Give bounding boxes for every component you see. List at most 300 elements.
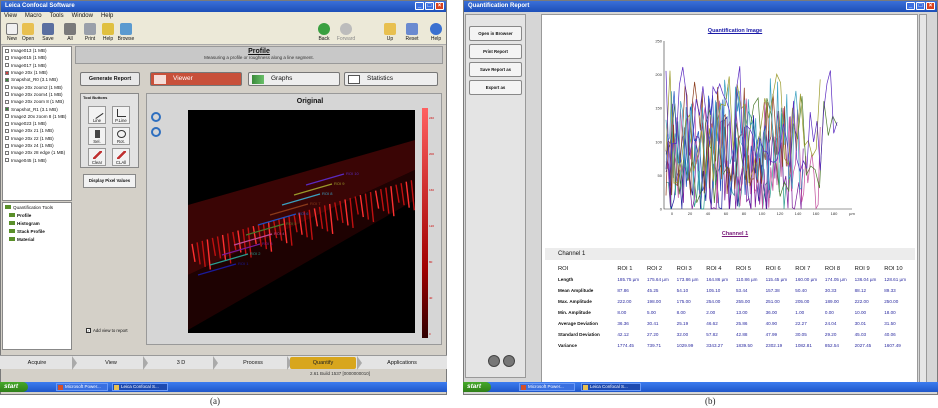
save-button[interactable] bbox=[37, 23, 59, 42]
start-button[interactable]: start bbox=[463, 382, 491, 392]
row-label: Average Deviation bbox=[558, 321, 598, 326]
table-row bbox=[556, 343, 912, 354]
file-name: Image 20x z1 (1 MB) bbox=[11, 128, 54, 134]
help-circle-icon bbox=[430, 23, 442, 35]
image-file-icon bbox=[5, 158, 9, 162]
chevron-right-icon bbox=[72, 356, 77, 370]
table-cell: 45.25 bbox=[646, 288, 659, 293]
start-button[interactable]: start bbox=[0, 382, 28, 392]
zoom-out-icon[interactable] bbox=[151, 127, 161, 137]
table-cell: 8.00 bbox=[617, 310, 627, 315]
new-label: New bbox=[6, 36, 17, 42]
table-cell: 5.00 bbox=[646, 310, 656, 315]
table-cell: 36.36 bbox=[617, 321, 629, 326]
save-all-button[interactable] bbox=[59, 23, 81, 42]
image-file-icon bbox=[5, 107, 9, 111]
table-header-cell: ROI 2 bbox=[646, 266, 663, 272]
checkbox[interactable]: ✓ bbox=[87, 328, 91, 333]
table-cell: 54.10 bbox=[676, 288, 689, 293]
tree-item-histogram[interactable] bbox=[3, 219, 71, 227]
file-list-item[interactable] bbox=[3, 54, 71, 61]
printer-icon bbox=[84, 23, 96, 35]
tab-statistics[interactable] bbox=[344, 72, 438, 86]
polyline-icon bbox=[117, 109, 126, 117]
tool-label: P.Line bbox=[115, 118, 127, 123]
caption-a: (a) bbox=[210, 396, 220, 406]
table-cell: 88.12 bbox=[854, 288, 867, 293]
taskbar-a bbox=[0, 382, 447, 392]
close-button[interactable]: × bbox=[926, 2, 935, 10]
y-tick-label: 100 bbox=[655, 139, 662, 145]
file-list-item[interactable] bbox=[3, 62, 71, 69]
table-header-cell: ROI 9 bbox=[854, 266, 870, 272]
table-cell: 47.99 bbox=[765, 332, 778, 337]
display-pixel-values-button[interactable]: Display Pixel Values bbox=[83, 174, 136, 188]
viewer-icon bbox=[154, 75, 166, 84]
table-cell: 254.00 bbox=[706, 299, 721, 304]
file-name: Image017 (1 MB) bbox=[11, 62, 47, 68]
maximize-button[interactable]: □ bbox=[916, 2, 925, 10]
scale-label: 160 bbox=[429, 188, 435, 192]
statistics-table bbox=[556, 266, 912, 354]
file-name: Image013 (1 MB) bbox=[11, 48, 47, 54]
app-icon bbox=[114, 385, 119, 390]
file-list-item[interactable] bbox=[3, 142, 71, 149]
scale-label: 0 bbox=[429, 332, 431, 336]
table-cell: 2302.19 bbox=[765, 343, 783, 348]
reset-button[interactable] bbox=[401, 23, 423, 42]
tool-label: Sel. bbox=[93, 139, 101, 144]
back-arrow-icon bbox=[318, 23, 330, 35]
image-file-icon bbox=[5, 78, 9, 82]
caption-b: (b) bbox=[705, 396, 716, 406]
roi-label: ROI 6 bbox=[298, 211, 309, 216]
tree-item-profile[interactable] bbox=[3, 211, 71, 219]
x-tick-label: 0 bbox=[670, 211, 674, 216]
x-tick-label: 100 bbox=[758, 211, 766, 216]
x-tick-label: 20 bbox=[687, 211, 693, 216]
taskbar-label: Microsoft Power... bbox=[528, 384, 564, 389]
nav-prev-button[interactable] bbox=[488, 355, 500, 367]
generate-report-button[interactable]: Generate Report bbox=[80, 72, 140, 86]
taskbar-item[interactable] bbox=[581, 383, 641, 391]
all-label: All bbox=[67, 36, 73, 42]
table-header-cell: ROI 10 bbox=[884, 266, 903, 272]
maximize-button[interactable]: □ bbox=[425, 2, 434, 10]
nav-applications[interactable]: Applications bbox=[387, 360, 417, 366]
nav-quantify[interactable]: Quantify bbox=[290, 357, 356, 369]
table-cell: 852.54 bbox=[824, 343, 839, 348]
table-cell: 57.82 bbox=[706, 332, 718, 337]
table-cell: 87.86 bbox=[617, 288, 629, 293]
print-report-button[interactable]: Print Report bbox=[469, 44, 522, 59]
roi-label: ROI 1 bbox=[238, 261, 249, 266]
minimize-button[interactable]: _ bbox=[906, 2, 915, 10]
x-tick-label: 120 bbox=[776, 211, 784, 216]
table-cell: 189.00 bbox=[824, 299, 839, 304]
table-cell: 185.75 µm bbox=[617, 277, 640, 282]
rotate-tool-button[interactable] bbox=[112, 127, 130, 145]
tree-item-material[interactable] bbox=[3, 235, 71, 243]
menu-view[interactable]: View bbox=[4, 13, 17, 19]
profile-header bbox=[75, 46, 443, 64]
file-list-item[interactable] bbox=[3, 91, 71, 98]
image-file-icon bbox=[5, 92, 9, 96]
save-label: Save bbox=[42, 36, 54, 42]
polyline-tool-button[interactable] bbox=[112, 106, 130, 124]
browse-icon bbox=[120, 23, 132, 35]
x-tick-label: 60 bbox=[723, 211, 729, 216]
table-cell: 739.71 bbox=[646, 343, 662, 348]
add-view-to-report[interactable] bbox=[86, 328, 128, 333]
file-list-item[interactable] bbox=[3, 113, 71, 120]
viewer-title: Original bbox=[296, 98, 324, 105]
window-title-bar bbox=[1, 1, 446, 12]
up-button[interactable] bbox=[379, 23, 401, 42]
file-name: Snapshot_R1 (3.1 MB) bbox=[11, 106, 58, 112]
image-file-icon bbox=[5, 151, 9, 155]
table-cell: 42.88 bbox=[735, 332, 748, 337]
taskbar-label: Leica Confocal S... bbox=[121, 384, 159, 389]
table-cell: 174.05 µm bbox=[824, 277, 847, 282]
pointer-icon bbox=[95, 130, 100, 138]
table-cell: 2027.45 bbox=[854, 343, 872, 348]
table-cell: 3343.27 bbox=[706, 343, 723, 348]
rotate-icon bbox=[117, 130, 126, 138]
table-cell: 205.00 bbox=[795, 299, 810, 304]
table-cell: 160.00 µm bbox=[795, 277, 818, 282]
image-file-icon bbox=[5, 129, 9, 133]
folder-icon bbox=[9, 237, 15, 241]
tool-label: Rot. bbox=[117, 139, 125, 144]
table-icon bbox=[348, 75, 360, 84]
file-list-item[interactable] bbox=[3, 135, 71, 142]
bottom-navigation bbox=[0, 355, 447, 369]
table-header-cell: ROI 1 bbox=[617, 266, 633, 272]
open-label: Open bbox=[21, 36, 35, 42]
tool-buttons-panel bbox=[80, 93, 139, 168]
table-cell: 110.86 µm bbox=[735, 277, 758, 282]
file-list-item[interactable] bbox=[3, 127, 71, 134]
forward-arrow-icon bbox=[340, 23, 352, 35]
file-list-item[interactable] bbox=[3, 83, 71, 90]
row-label: Standard Deviation bbox=[558, 332, 600, 337]
y-tick-label: 250 bbox=[655, 38, 662, 44]
table-cell: 40.90 bbox=[765, 321, 778, 326]
vertical-scrollbar[interactable] bbox=[919, 14, 927, 389]
table-cell: 32.00 bbox=[676, 332, 689, 337]
image-file-icon bbox=[5, 56, 9, 60]
y-tick-label: 50 bbox=[657, 172, 662, 178]
table-cell: 24.04 bbox=[824, 321, 837, 326]
chevron-right-icon bbox=[143, 356, 148, 370]
y-tick-label: 0 bbox=[659, 206, 662, 212]
profile-line-chart bbox=[652, 37, 862, 227]
file-name: Image 20x z4 (1 MB) bbox=[11, 143, 54, 148]
file-name: Image 20x zoom4 (1 MB) bbox=[11, 91, 63, 97]
file-list-item[interactable] bbox=[3, 76, 71, 83]
table-cell: 128.61 µm bbox=[884, 277, 907, 282]
folder-icon bbox=[9, 229, 15, 233]
row-label: Mean Amplitude bbox=[558, 288, 594, 293]
scale-label: 120 bbox=[429, 224, 435, 228]
image-file-icon bbox=[5, 144, 9, 148]
table-cell: 1029.99 bbox=[676, 343, 694, 348]
tree-root-quantification[interactable] bbox=[3, 203, 71, 211]
x-tick-label: µm bbox=[849, 211, 855, 216]
table-header-cell: ROI 5 bbox=[735, 266, 752, 272]
roi-label: ROI 5 bbox=[286, 221, 297, 226]
back-label: Back bbox=[318, 36, 330, 42]
folder-icon bbox=[22, 23, 34, 35]
tree-item-stack-profile[interactable] bbox=[3, 227, 71, 235]
disk-icon bbox=[42, 23, 54, 35]
channel-title: Channel 1 bbox=[721, 231, 749, 237]
table-cell: 175.64 µm bbox=[646, 277, 669, 282]
y-tick-label: 150 bbox=[655, 105, 662, 111]
confocal-image-canvas bbox=[188, 110, 415, 333]
scale-label: 200 bbox=[429, 152, 435, 156]
scale-label: 80 bbox=[429, 260, 433, 264]
table-cell: 105.10 bbox=[706, 288, 721, 293]
window-title: Leica Confocal Software bbox=[5, 3, 75, 9]
file-list-item[interactable] bbox=[3, 47, 71, 54]
clear-tool-button[interactable] bbox=[88, 148, 106, 166]
taskbar-label: Microsoft Power... bbox=[65, 384, 101, 389]
table-cell: 136.04 µm bbox=[854, 277, 877, 282]
nav-view[interactable]: View bbox=[105, 360, 117, 366]
tree-item-label: Profile bbox=[17, 212, 32, 218]
roi-label: ROI 8 bbox=[322, 191, 333, 196]
quantification-tools-tree bbox=[2, 202, 72, 350]
window-title-bar bbox=[464, 1, 937, 12]
table-row bbox=[556, 277, 912, 288]
file-list-item[interactable] bbox=[3, 120, 71, 127]
menu-window[interactable]: Window bbox=[71, 13, 93, 19]
taskbar-item[interactable] bbox=[56, 383, 108, 391]
roi-label: ROI 2 bbox=[250, 251, 261, 256]
x-tick-label: 80 bbox=[741, 211, 747, 216]
open-button[interactable] bbox=[17, 23, 39, 42]
file-name: Image 20x z8 edge (1 MB) bbox=[11, 150, 66, 156]
select-tool-button[interactable] bbox=[88, 127, 106, 145]
image-file-icon bbox=[5, 71, 9, 75]
taskbar-b bbox=[463, 382, 938, 392]
table-cell: 40.06 bbox=[884, 332, 896, 337]
tool-label: CLAll bbox=[115, 160, 127, 165]
table-row bbox=[556, 299, 912, 310]
file-list-item[interactable] bbox=[3, 105, 71, 112]
minimize-button[interactable]: _ bbox=[415, 2, 424, 10]
table-cell: 157.38 bbox=[765, 288, 780, 293]
table-header-cell: ROI 7 bbox=[795, 266, 811, 272]
file-name: Snapshot_R0 (3.1 MB) bbox=[11, 77, 58, 83]
file-list-item[interactable] bbox=[3, 156, 71, 163]
open-in-browser-button[interactable]: Open in Browser bbox=[469, 26, 522, 41]
table-cell: 89.33 bbox=[884, 288, 896, 293]
x-tick-label: 140 bbox=[794, 211, 802, 216]
image-file-icon bbox=[5, 122, 9, 126]
file-list-item[interactable] bbox=[3, 98, 71, 105]
tree-item-label: Stack Profile bbox=[17, 228, 45, 234]
table-row bbox=[556, 288, 912, 299]
table-cell: 36.00 bbox=[765, 310, 778, 315]
browse-button[interactable] bbox=[115, 23, 137, 42]
folder-icon bbox=[5, 205, 11, 209]
file-name: Image 20x zoom2 (1 MB) bbox=[11, 84, 63, 90]
up-folder-icon bbox=[384, 23, 396, 35]
close-button[interactable]: × bbox=[435, 2, 444, 10]
help-label: Help bbox=[102, 36, 114, 42]
table-cell: 175.00 bbox=[676, 299, 691, 304]
file-name: Image 20x zoom 8 (1 MB) bbox=[11, 99, 64, 105]
table-cell: 27.20 bbox=[646, 332, 659, 337]
table-cell: 45.03 bbox=[854, 332, 867, 337]
build-info: 2.61 Build 1537 [0000000010] bbox=[310, 371, 371, 376]
x-tick-label: 40 bbox=[705, 211, 711, 216]
y-tick-label: 200 bbox=[655, 72, 662, 78]
help-button-right[interactable] bbox=[425, 23, 447, 42]
table-cell: 2.00 bbox=[706, 310, 716, 315]
image-file-icon bbox=[5, 114, 9, 118]
clear-all-tool-button[interactable] bbox=[112, 148, 130, 166]
table-header-row bbox=[556, 266, 912, 277]
roi-label: ROI 4 bbox=[274, 231, 285, 236]
menu-bar bbox=[1, 12, 446, 21]
save-report-button[interactable]: Save Report as bbox=[469, 62, 522, 77]
table-cell: 46.62 bbox=[706, 321, 718, 326]
tab-label: Graphs bbox=[271, 75, 293, 82]
reset-label: Reset bbox=[405, 36, 419, 42]
tab-graphs[interactable] bbox=[248, 72, 340, 86]
x-tick-label: 160 bbox=[812, 211, 820, 216]
table-cell: 198.00 bbox=[646, 299, 662, 304]
image-file-icon bbox=[5, 85, 9, 89]
nav-next-button[interactable] bbox=[503, 355, 515, 367]
row-label: Min. Amplitude bbox=[558, 310, 591, 315]
table-header-cell: ROI 8 bbox=[824, 266, 841, 272]
table-header-cell: ROI bbox=[558, 266, 569, 272]
x-tick-label: 180 bbox=[830, 211, 838, 216]
folder-icon bbox=[9, 213, 15, 217]
nav-acquire[interactable]: Acquire bbox=[27, 360, 47, 366]
chart-title: Quantification Image bbox=[707, 28, 763, 34]
confocal-image[interactable] bbox=[188, 110, 415, 333]
row-label: Length bbox=[558, 277, 574, 282]
image-file-icon bbox=[5, 136, 9, 140]
file-name: Image045 (1 MB) bbox=[11, 157, 47, 163]
table-cell: 250.00 bbox=[884, 299, 899, 304]
table-cell: 251.00 bbox=[765, 299, 780, 304]
reset-icon bbox=[406, 23, 418, 35]
row-label: Max. Amplitude bbox=[558, 299, 592, 304]
table-cell: 30.01 bbox=[854, 321, 867, 326]
tool-label: Line bbox=[92, 118, 102, 123]
browse-label: Browse bbox=[117, 36, 135, 42]
image-file-icon bbox=[5, 100, 9, 104]
table-cell: 50.40 bbox=[795, 288, 807, 293]
scale-label: 40 bbox=[429, 296, 433, 300]
table-cell: 10.00 bbox=[854, 310, 867, 315]
taskbar-item[interactable] bbox=[112, 383, 168, 391]
table-cell: 30.33 bbox=[824, 288, 837, 293]
roi-label: ROI 3 bbox=[262, 241, 273, 246]
file-name: Image2 20x zoom 8 (1 MB) bbox=[11, 113, 67, 119]
table-cell: 1774.45 bbox=[617, 343, 634, 348]
table-cell: 25.19 bbox=[676, 321, 689, 326]
folder-icon bbox=[9, 221, 15, 225]
app-icon bbox=[583, 385, 588, 390]
window-title: Quantification Report bbox=[468, 3, 530, 9]
table-row bbox=[556, 321, 912, 332]
table-cell: 173.86 µm bbox=[676, 277, 699, 282]
table-cell: 53.44 bbox=[735, 288, 748, 293]
menu-tools[interactable]: Tools bbox=[49, 13, 64, 19]
tab-viewer[interactable] bbox=[150, 72, 242, 86]
powerpoint-icon bbox=[521, 385, 526, 390]
channel-header: Channel 1 bbox=[545, 248, 915, 260]
table-cell: 8.00 bbox=[676, 310, 686, 315]
nav-3d[interactable]: 3 D bbox=[176, 360, 186, 366]
line-tool-button[interactable] bbox=[88, 106, 106, 124]
table-cell: 222.00 bbox=[617, 299, 632, 304]
row-label: Variance bbox=[558, 343, 577, 348]
table-cell: 1839.50 bbox=[735, 343, 753, 348]
table-cell: 13.00 bbox=[735, 310, 748, 315]
table-cell: 255.00 bbox=[735, 299, 751, 304]
menu-macro[interactable]: Macro bbox=[24, 13, 42, 19]
tool-label: Clear bbox=[91, 160, 103, 165]
export-button[interactable]: Export as bbox=[469, 80, 522, 95]
table-cell: 29.20 bbox=[824, 332, 837, 337]
menu-help[interactable]: Help bbox=[100, 13, 114, 19]
zoom-in-icon[interactable] bbox=[151, 112, 161, 122]
table-cell: 1.00 bbox=[795, 310, 805, 315]
tree-item-label: Material bbox=[17, 236, 35, 242]
page-title: Profile bbox=[248, 48, 270, 55]
roi-label: ROI 9 bbox=[334, 181, 345, 186]
table-cell: 0.00 bbox=[824, 310, 834, 315]
forward-label: Forward bbox=[336, 36, 356, 42]
taskbar-label: Leica Confocal S... bbox=[590, 384, 628, 389]
table-cell: 30.41 bbox=[646, 321, 659, 326]
nav-process[interactable]: Process bbox=[243, 360, 263, 366]
forward-button[interactable] bbox=[335, 23, 357, 42]
back-button[interactable] bbox=[313, 23, 335, 42]
up-label: Up bbox=[386, 36, 394, 42]
table-header-cell: ROI 4 bbox=[706, 266, 722, 272]
intensity-scale-bar bbox=[422, 108, 428, 338]
file-name: Image 20x (1 MB) bbox=[11, 70, 48, 76]
table-cell: 1607.49 bbox=[884, 343, 901, 348]
scale-label: 240 bbox=[429, 116, 435, 120]
table-cell: 222.00 bbox=[854, 299, 869, 304]
tree-item-label: Histogram bbox=[17, 220, 40, 226]
roi-label: ROI 7 bbox=[310, 201, 321, 206]
tool-buttons-title: Tool Buttons bbox=[83, 95, 108, 100]
table-cell: 115.45 µm bbox=[765, 277, 788, 282]
table-cell: 164.86 µm bbox=[706, 277, 729, 282]
file-list-item[interactable] bbox=[3, 69, 71, 76]
file-name: Image023 (1 MB) bbox=[11, 121, 47, 127]
tree-root-label: Quantification Tools bbox=[13, 204, 54, 210]
tab-label: Viewer bbox=[173, 75, 193, 82]
table-cell: 1082.81 bbox=[795, 343, 812, 348]
file-list-item[interactable] bbox=[3, 149, 71, 156]
table-cell: 22.27 bbox=[795, 321, 807, 326]
table-header-cell: ROI 3 bbox=[676, 266, 692, 272]
taskbar-item[interactable] bbox=[519, 383, 575, 391]
